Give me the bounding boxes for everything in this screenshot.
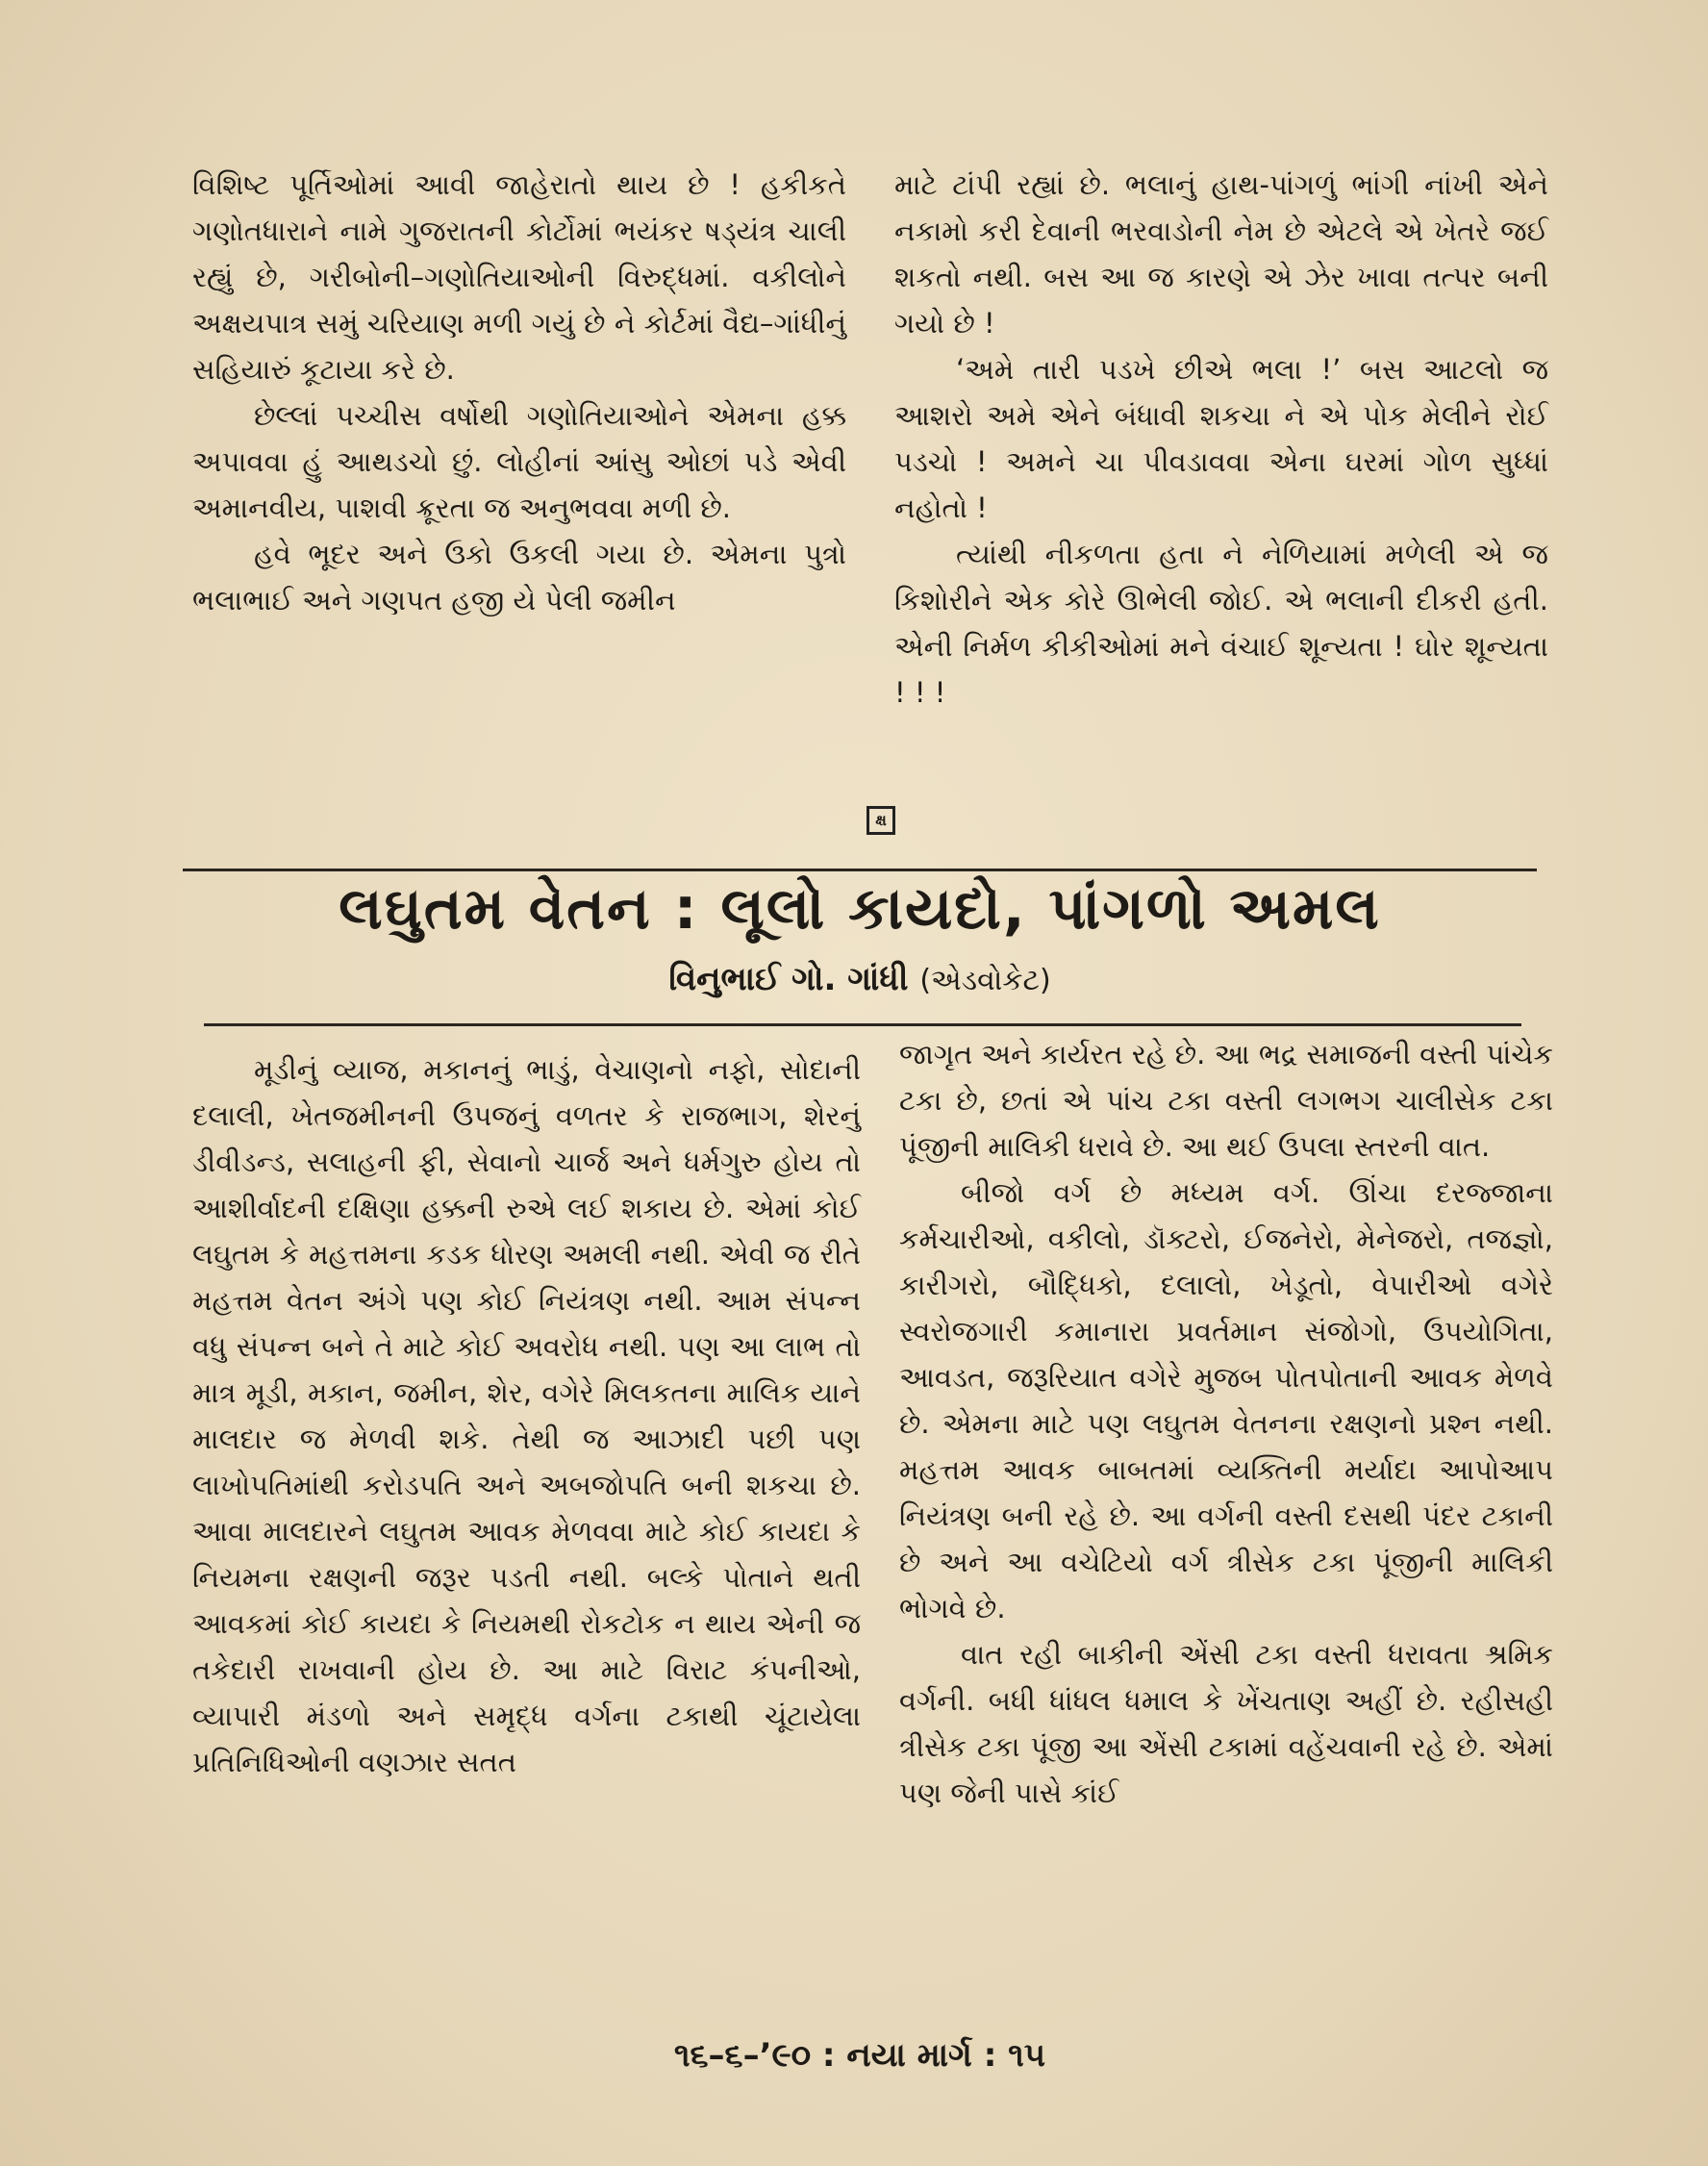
previous-article-right-column (894, 162, 1548, 716)
paragraph: જાગૃત અને કાર્યરત રહે છે. આ ભદ્ર સમાજની વસ્તી પાંચેક ટકા છે, છતાં એ પાંચ ટકા વસ્તી લગભગ ચાલીસેક ટકા પૂંજીની માલિકી ધરાવે છે. આ થઈ ઉપલા સ્તરની વાત. (899, 1038, 1553, 1163)
article-left-column (192, 1046, 861, 1785)
previous-article-left-column (192, 162, 846, 623)
paragraph: હવે ભૂદર અને ઉકો ઉકલી ગયા છે. એમના પુત્રો ભલાભાઈ અને ગણપત હજી યે પેલી જમીન (192, 538, 846, 617)
author-name: વિનુભાઈ ગો. ગાંધી (668, 960, 909, 998)
page-footer: ૧૬–૬–’૯૦ : નયા માર્ગ : ૧૫ (673, 2036, 1046, 2075)
paragraph: ત્યાંથી નીકળતા હતા ને નેળિયામાં મળેલી એ જ કિશોરીને એક કોરે ઊભેલી જોઈ. એ ભલાની દીકરી હતી. એની નિર્મળ કીકીઓમાં મને વંચાઈ શૂન્યતા ! ઘોર શૂન્યતા ! ! ! (894, 538, 1548, 709)
article-right-column (899, 1031, 1553, 1816)
byline-bottom-rule (204, 1023, 1521, 1026)
section-end-ornament: ક્ષ (867, 806, 895, 835)
paragraph: વાત રહી બાકીની એંસી ટકા વસ્તી ધરાવતા શ્રમિક વર્ગની. બધી ધાંધલ ધમાલ કે ખેંચતાણ અહીં છે. રહીસહી ત્રીસેક ટકા પૂંજી આ એંસી ટકામાં વહેંચવાની રહે છે. એમાં પણ જેની પાસે કાંઈ (899, 1638, 1553, 1809)
paragraph: છેલ્લાં પચ્ચીસ વર્ષોથી ગણોતિયાઓને એમના હક્ક અપાવવા હું આથડચો છું. લોહીનાં આંસુ ઓછાં પડે એવી અમાનવીય, પાશવી ક્રૂરતા જ અનુભવવા મળી છે. (192, 399, 846, 524)
paragraph: બીજો વર્ગ છે મધ્યમ વર્ગ. ઊંચા દરજ્જાના કર્મચારીઓ, વકીલો, ડૉક્ટરો, ઈજનેરો, મેનેજરો, તજજ્ઞો, કારીગરો, બૌદ્ધિકો, દલાલો, ખેડૂતો, વેપારીઓ વગેરે સ્વરોજગારી કમાનારા પ્રવર્તમાન સંજોગો, ઉપયોગિતા, આવડત, જરૂરિયાત વગેરે મુજબ પોતપોતાની આવક મેળવે છે. એમના માટે પણ લઘુતમ વેતનના રક્ષણનો પ્રશ્ન નથી. મહત્તમ આવક બાબતમાં વ્યક્તિની મર્યાદા આપોઆપ નિયંત્રણ બની રહે છે. આ વર્ગની વસ્તી દસથી પંદર ટકાની છે અને આ વચેટિયો વર્ગ ત્રીસેક ટકા પૂંજીની માલિકી ભોગવે છે. (899, 1176, 1553, 1624)
article-title: લઘુતમ વેતન : લૂલો કાયદો, પાંગળો અમલ (339, 875, 1381, 943)
paragraph: વિશિષ્ટ પૂર્તિઓમાં આવી જાહેરાતો થાય છે ! હકીકતે ગણોતધારાને નામે ગુજરાતની કોર્ટોમાં ભયંકર ષડ્‌યંત્ર ચાલી રહ્યું છે, ગરીબોની–ગણોતિયાઓની વિરુદ્ધમાં. વકીલોને અક્ષયપાત્ર સમું ચરિયાણ મળી ગયું છે ને કોર્ટમાં વૈદ્ય–ગાંધીનું સહિયારું કૂટાયા કરે છે. (192, 168, 846, 386)
paragraph: મૂડીનું વ્યાજ, મકાનનું ભાડું, વેચાણનો નફો, સોદાની દલાલી, ખેતજમીનની ઉપજનું વળતર કે રાજભાગ, શેરનું ડીવીડન્ડ, સલાહની ફી, સેવાનો ચાર્જ અને ધર્મગુરુ હોય તો આશીર્વાદની દક્ષિણા હક્કની રુએ લઈ શકાય છે. એમાં કોઈ લઘુતમ કે મહત્તમના કડક ધોરણ અમલી નથી. એવી જ રીતે મહત્તમ વેતન અંગે પણ કોઈ નિયંત્રણ નથી. આમ સંપન્ન વધુ સંપન્ન બને તે માટે કોઈ અવરોધ નથી. પણ આ લાભ તો માત્ર મૂડી, મકાન, જમીન, શેર, વગેરે મિલકતના માલિક યાને માલદાર જ મેળવી શકે. તેથી જ આઝાદી પછી પણ લાખોપતિમાંથી કરોડપતિ અને અબજોપતિ બની શકચા છે. આવા માલદારને લઘુતમ આવક મેળવવા માટે કોઈ કાયદા કે નિયમના રક્ષણની જરૂર પડતી નથી. બલ્કે પોતાને થતી આવકમાં કોઈ કાયદા કે નિયમથી રોકટોક ન થાય એની જ તકેદારી રાખવાની હોય છે. આ માટે વિરાટ કંપનીઓ, વ્યાપારી મંડળો અને સમૃદ્ધ વર્ગના ટકાથી ચૂંટાયેલા પ્રતિનિધિઓની વણઝાર સતત (192, 1053, 861, 1778)
author-role: (એડવોકેટ) (919, 964, 1051, 997)
author-byline (183, 955, 1537, 1005)
paragraph: માટે ટાંપી રહ્યાં છે. ભલાનું હાથ-પાંગળું ભાંગી નાંખી એને નકામો કરી દેવાની ભરવાડોની નેમ છે એટલે એ ખેતરે જઈ શકતો નથી. બસ આ જ કારણે એ ઝેર ખાવા તત્પર બની ગયો છે ! (894, 168, 1548, 340)
paragraph: ‘અમે તારી પડખે છીએ ભલા !’ બસ આટલો જ આશરો અમે એને બંધાવી શકચા ને એ પોક મેલીને રોઈ પડચો ! અમને ચા પીવડાવવા એના ઘરમાં ગોળ સુધ્ધાં નહોતો ! (894, 353, 1548, 524)
